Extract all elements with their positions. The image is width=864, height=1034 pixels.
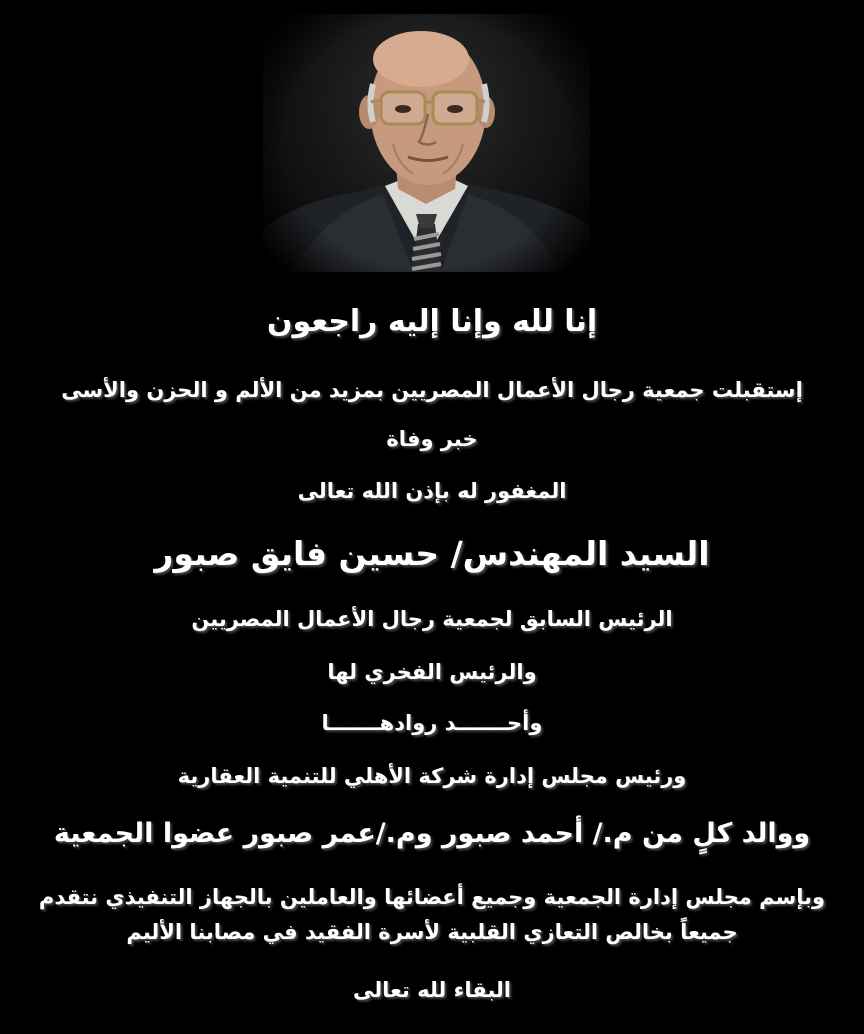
board-chairman-line: ورئيس مجلس إدارة شركة الأهلي للتنمية العقارية (177, 764, 687, 788)
condolence-title: إنا لله وإنا إليه راجعون (266, 304, 598, 339)
father-of-line: ووالد كلٍ من م./ أحمد صبور وم./عمر صبور عضوا الجمعية (53, 818, 811, 849)
closing-line: البقاء لله تعالى (353, 978, 511, 1002)
late-honorific-line: المغفور له بإذن الله تعالى (297, 479, 567, 503)
former-president-line: الرئيس السابق لجمعية رجال الأعمال المصريين (191, 607, 673, 631)
news-of-death-line: خبر وفاة (386, 427, 478, 451)
announcement-line: إستقبلت جمعية رجال الأعمال المصريين بمزيد من الألم و الحزن والأسى (61, 378, 803, 402)
board-condolence-line: وبإسم مجلس إدارة الجمعية وجميع أعضائها والعاملين بالجهاز التنفيذي نتقدم (38, 885, 826, 909)
honorary-president-line: والرئيس الفخري لها (327, 660, 537, 684)
pioneer-line: وأحـــــــد روادهـــــــا (321, 711, 543, 735)
deceased-portrait (263, 14, 590, 272)
deceased-name: السيد المهندس/ حسين فايق صبور (154, 534, 710, 573)
sincere-condolences-line: جميعاً بخالص التعازي القلبية لأسرة الفقيد في مصابنا الأليم (126, 920, 738, 944)
